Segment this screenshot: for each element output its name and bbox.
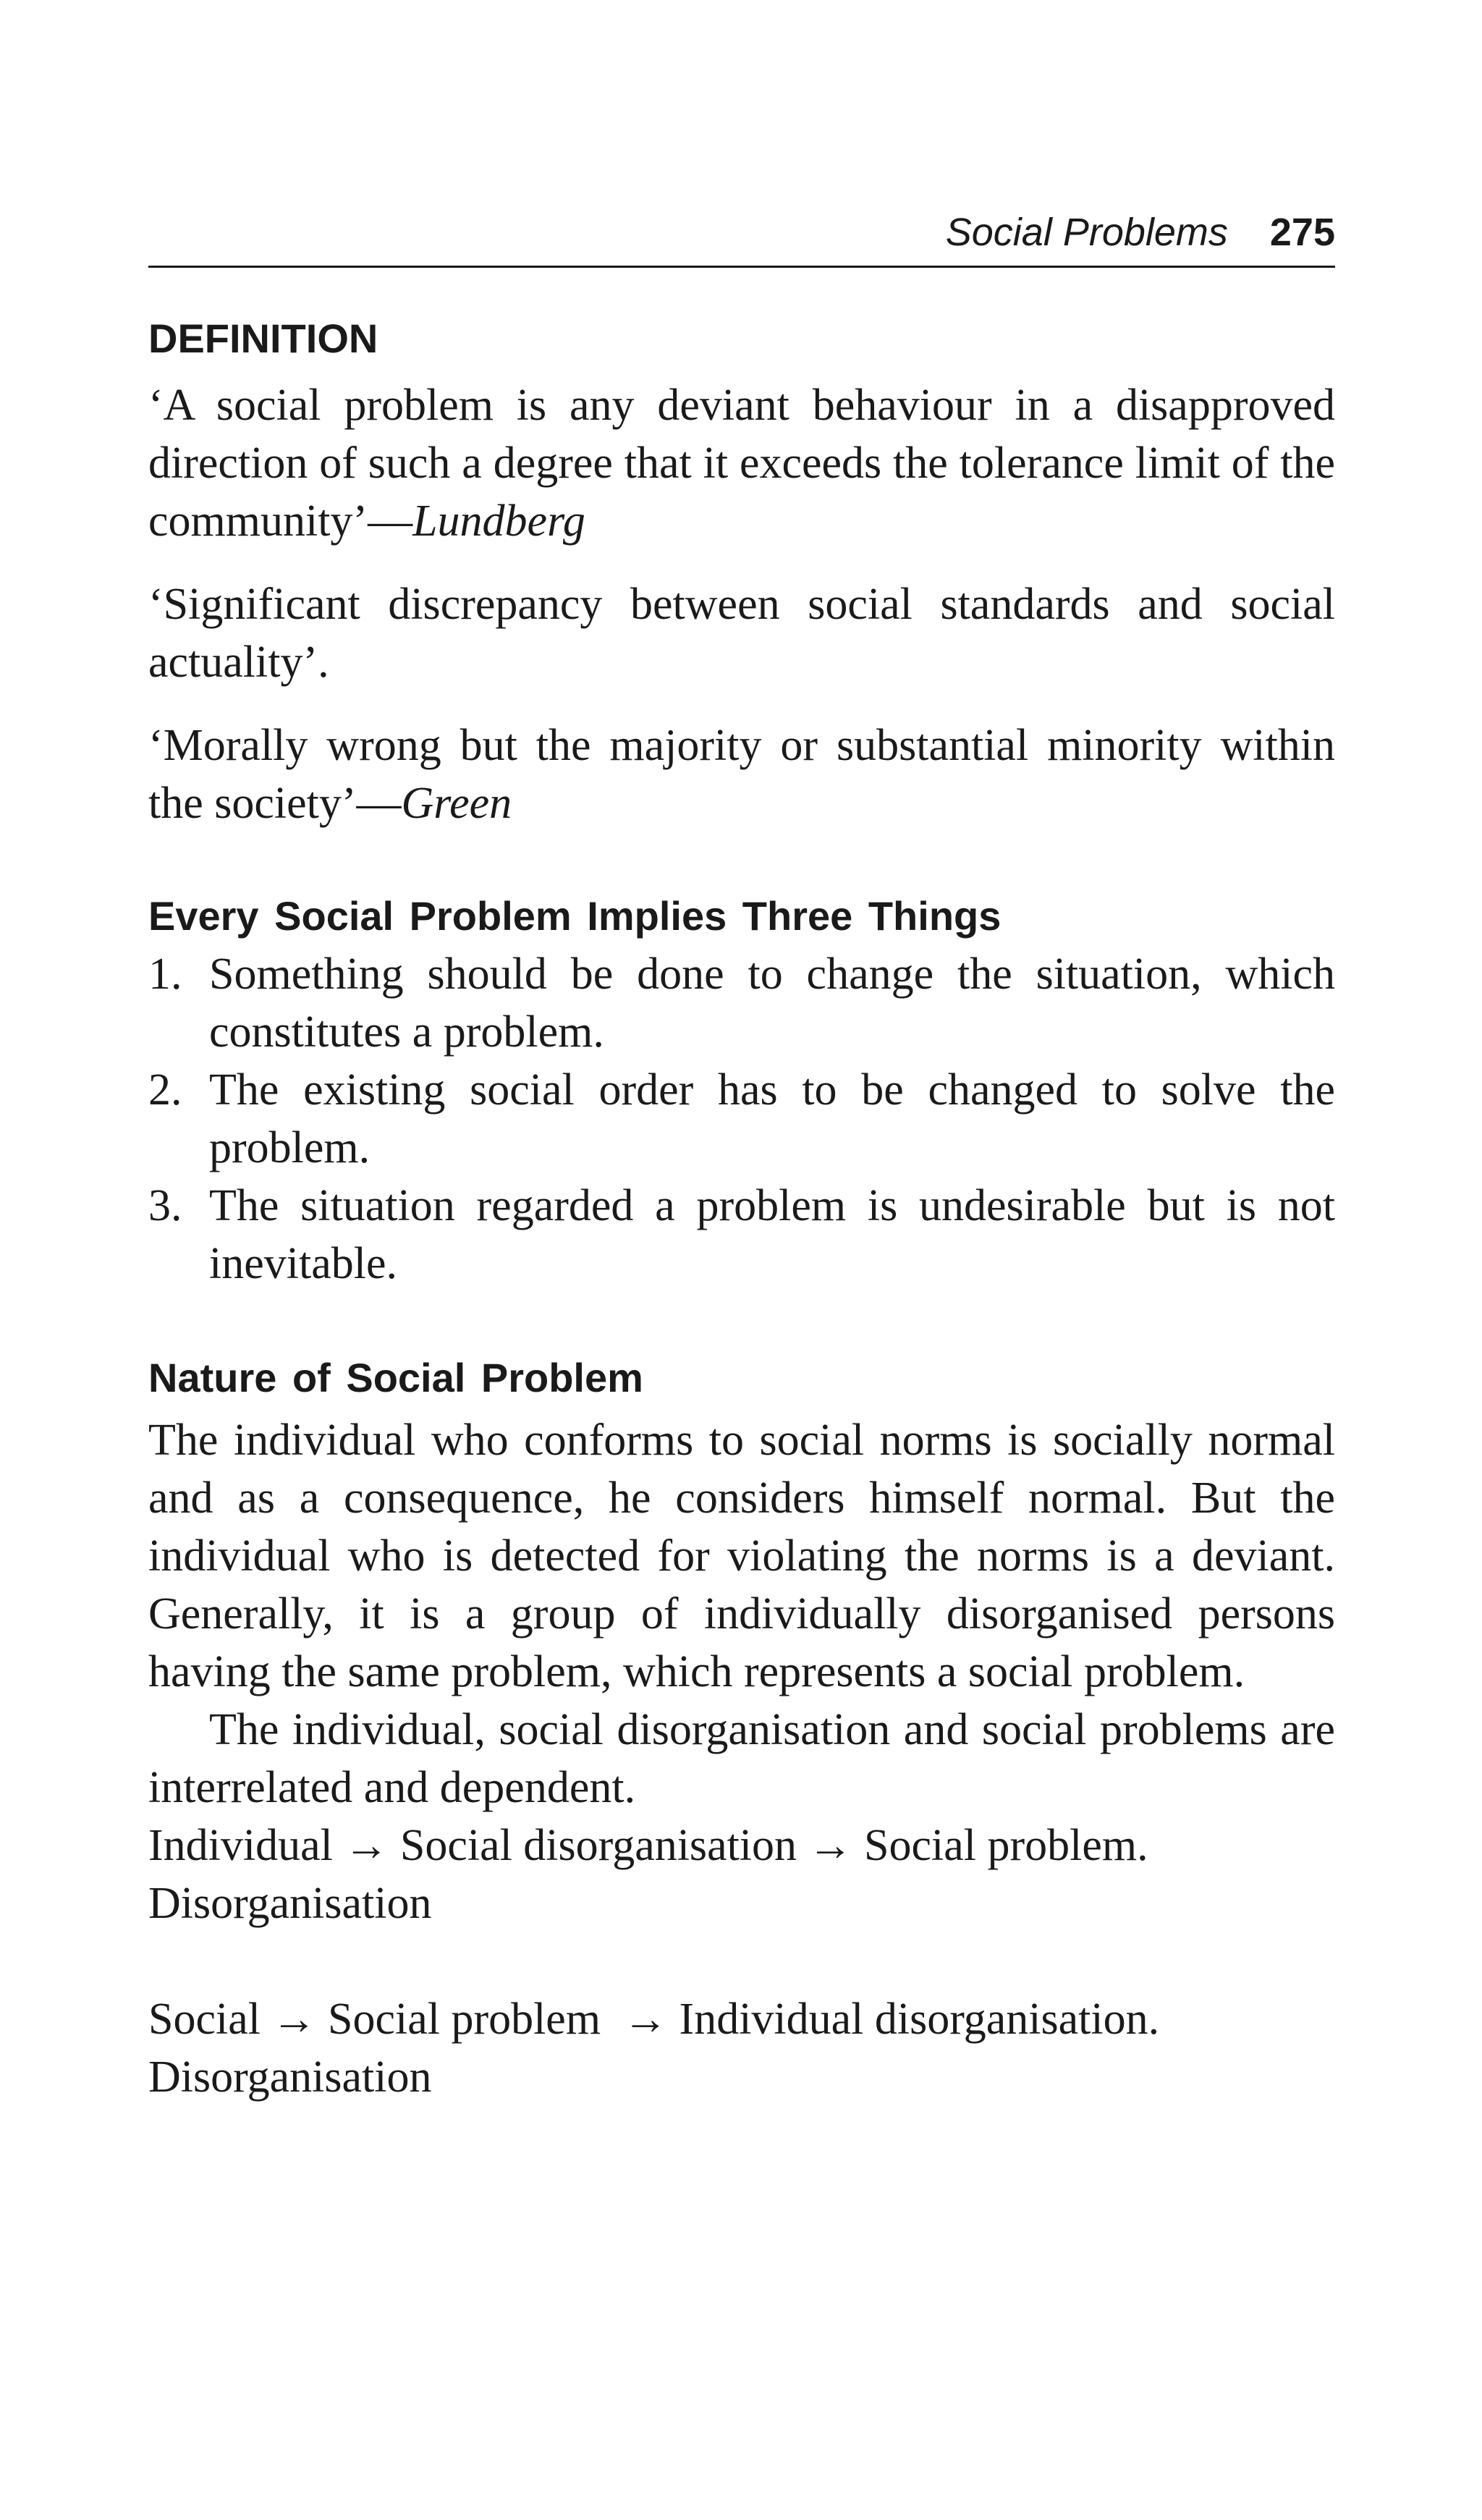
implies-list [148, 945, 1335, 1293]
book-page [148, 210, 1335, 2106]
quote-author: Green [401, 779, 512, 828]
definition-quote-discrepancy: ‘Significant discrepancy between social standards and social actuality’. [148, 580, 1335, 687]
list-number: 1. [148, 950, 182, 999]
running-header [148, 210, 1335, 268]
running-title: Social Problems [945, 211, 1228, 254]
interrelation-paragraph: The individual, social disorganisation and social problems are interrelated and dependent. [148, 1705, 1335, 1812]
list-text: The existing social order has to be changed to solve the problem. [209, 1065, 1335, 1172]
page-number: 275 [1269, 211, 1335, 254]
implies-heading: Every Social Problem Implies Three Things [148, 893, 1002, 939]
list-item [148, 945, 1335, 1061]
flow-individual-sub: Disorganisation [148, 1879, 432, 1928]
list-text: Something should be done to change the situation, which constitutes a problem. [209, 950, 1335, 1057]
list-number: 2. [148, 1065, 182, 1115]
flow-individual-line: Individual → Social disorganisation → Social problem. [148, 1821, 1148, 1870]
quote-author: Lundberg [412, 496, 585, 546]
quote-text: ‘Morally wrong but the majority or substantial minority within the society’— [148, 721, 1335, 828]
definition-quote-lundberg [148, 376, 1335, 550]
definition-quote-green [148, 716, 1335, 832]
quote-text: ‘A social problem is any deviant behaviour in a disapproved direction of such a degree that it exceeds the tolerance limit of the community’— [148, 381, 1335, 546]
list-text: The situation regarded a problem is undesirable but is not inevitable. [209, 1181, 1335, 1288]
list-item [148, 1177, 1335, 1293]
nature-heading: Nature of Social Problem [148, 1355, 643, 1400]
list-number: 3. [148, 1181, 182, 1230]
list-item [148, 1061, 1335, 1177]
nature-paragraph: The individual who conforms to social norms is socially normal and as a consequence, he considers himself normal. But the individual who is detected for violating the norms is a deviant. Generally, it is a group of individually disorganised persons having the same problem, which represents a social problem. [148, 1416, 1335, 1696]
definition-heading: DEFINITION [148, 316, 378, 361]
flow-social-line: Social → Social problem → Individual disorganisation. [148, 1995, 1160, 2044]
flow-social-sub: Disorganisation [148, 2052, 432, 2102]
